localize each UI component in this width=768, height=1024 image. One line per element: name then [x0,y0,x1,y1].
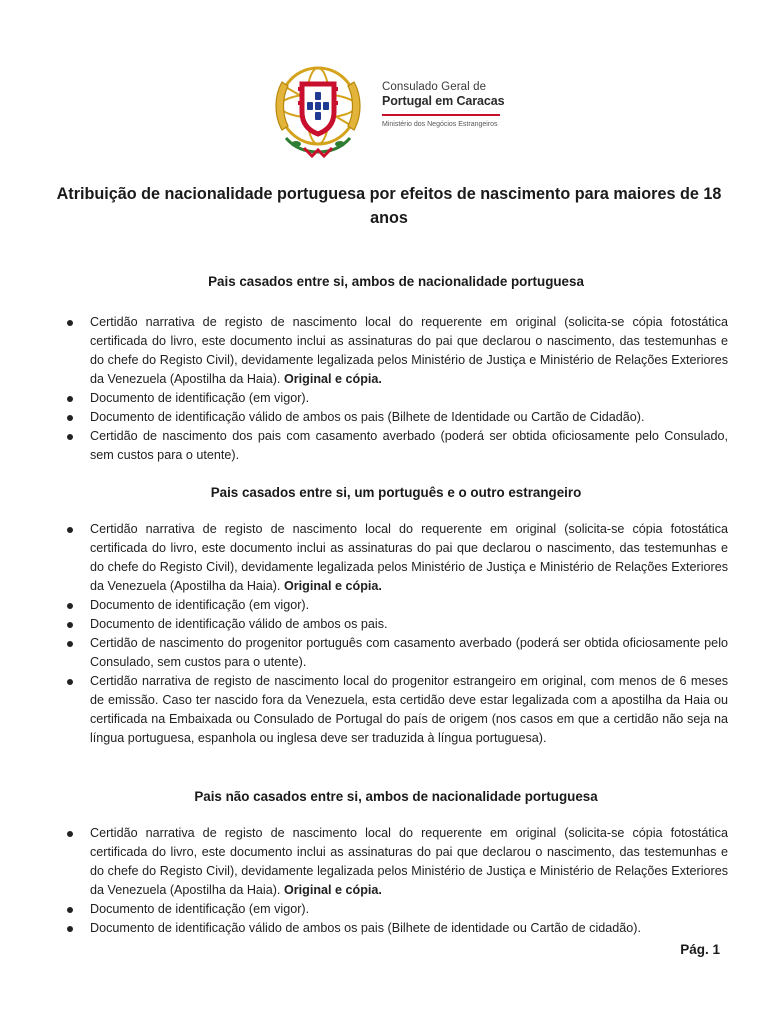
bullet-icon [67,641,73,647]
bullet-icon [67,396,73,402]
section-heading: Pais casados entre si, um português e o outro estrangeiro [210,485,582,500]
bullet-icon [67,926,73,932]
bullet-icon [67,603,73,609]
list-item: Documento de identificação válido de ambos os pais (Bilhete de identidade ou Cartão de cidadão). [64,919,728,938]
list-item: Certidão narrativa de registo de nascimento local do requerente em original (solicita-se cópia fotostática certificada do livro, este documento inclui as assinaturas do pai que declarou o nascimento, das testemunhas e do chefe do Registo Civil), devidamente legalizada pelos Ministério de Justiça e Ministério de Relações Exteriores da Venezuela (Apostilha da Haia). Original e cópia. [64,824,728,900]
list-item: Documento de identificação válido de ambos os pais. [64,615,728,634]
list-item: Documento de identificação (em vigor). [64,900,728,919]
list-item: Certidão narrativa de registo de nascimento local do requerente em original (solicita-se cópia fotostática certificada do livro, este documento inclui as assinaturas do pai que declarou o nascimento, das testemunhas e do chefe do Registo Civil), devidamente legalizada pelos Ministério de Justiça e Ministério de Relações Exteriores da Venezuela (Apostilha da Haia). Original e cópia. [64,520,728,596]
bullet-icon [67,415,73,421]
requirements-list [64,313,728,465]
list-item: Certidão de nascimento dos pais com casamento averbado (poderá ser obtida oficiosamente pelo Consulado, sem custos para o utente). [64,427,728,465]
consulate-line-2: Portugal em Caracas [382,94,505,108]
bullet-icon [67,622,73,628]
document-title: Atribuição de nacionalidade portuguesa por efeitos de nascimento para maiores de 18 anos [56,185,722,227]
bullet-icon [67,831,73,837]
list-item: Documento de identificação (em vigor). [64,389,728,408]
consulate-logo [268,56,518,166]
bullet-icon [67,907,73,913]
requirements-list [64,520,728,748]
requirements-list [64,824,728,938]
bullet-icon [67,434,73,440]
consulate-wordmark [382,80,504,129]
list-item: Certidão narrativa de registo de nascimento local do requerente em original (solicita-se cópia fotostática certificada do livro, este documento inclui as assinaturas do pai que declarou o nascimento, das testemunhas e do chefe do Registo Civil), devidamente legalizada pelos Ministério de Justiça e Ministério de Relações Exteriores da Venezuela (Apostilha da Haia). Original e cópia. [64,313,728,389]
list-item: Certidão de nascimento do progenitor português com casamento averbado (poderá ser obtida oficiosamente pelo Consulado, sem custos para o utente). [64,634,728,672]
list-item: Documento de identificação (em vigor). [64,596,728,615]
ministry-name: Ministério dos Negócios Estrangeiros [382,121,498,128]
page-number: Pág. 1 [680,942,720,957]
bullet-icon [67,320,73,326]
brand-divider [382,114,500,116]
consulate-line-1: Consulado Geral de [382,81,487,93]
section-heading: Pais não casados entre si, ambos de nacionalidade portuguesa [194,789,598,804]
portuguese-coat-of-arms-icon [268,56,368,162]
bullet-icon [67,527,73,533]
bullet-icon [67,679,73,685]
section-heading: Pais casados entre si, ambos de nacionalidade portuguesa [208,274,584,289]
list-item: Certidão narrativa de registo de nascimento local do progenitor estrangeiro em original, com menos de 6 meses de emissão. Caso ter nascido fora da Venezuela, esta certidão deve estar legalizada com a apostilha da Haia ou certificada na Embaixada ou Consulado de Portugal do país de origem (nos casos em que a certidão não seja na língua portuguesa, espanhola ou inglesa deve ser traduzida à língua portuguesa). [64,672,728,748]
list-item: Documento de identificação válido de ambos os pais (Bilhete de Identidade ou Cartão de Cidadão). [64,408,728,427]
